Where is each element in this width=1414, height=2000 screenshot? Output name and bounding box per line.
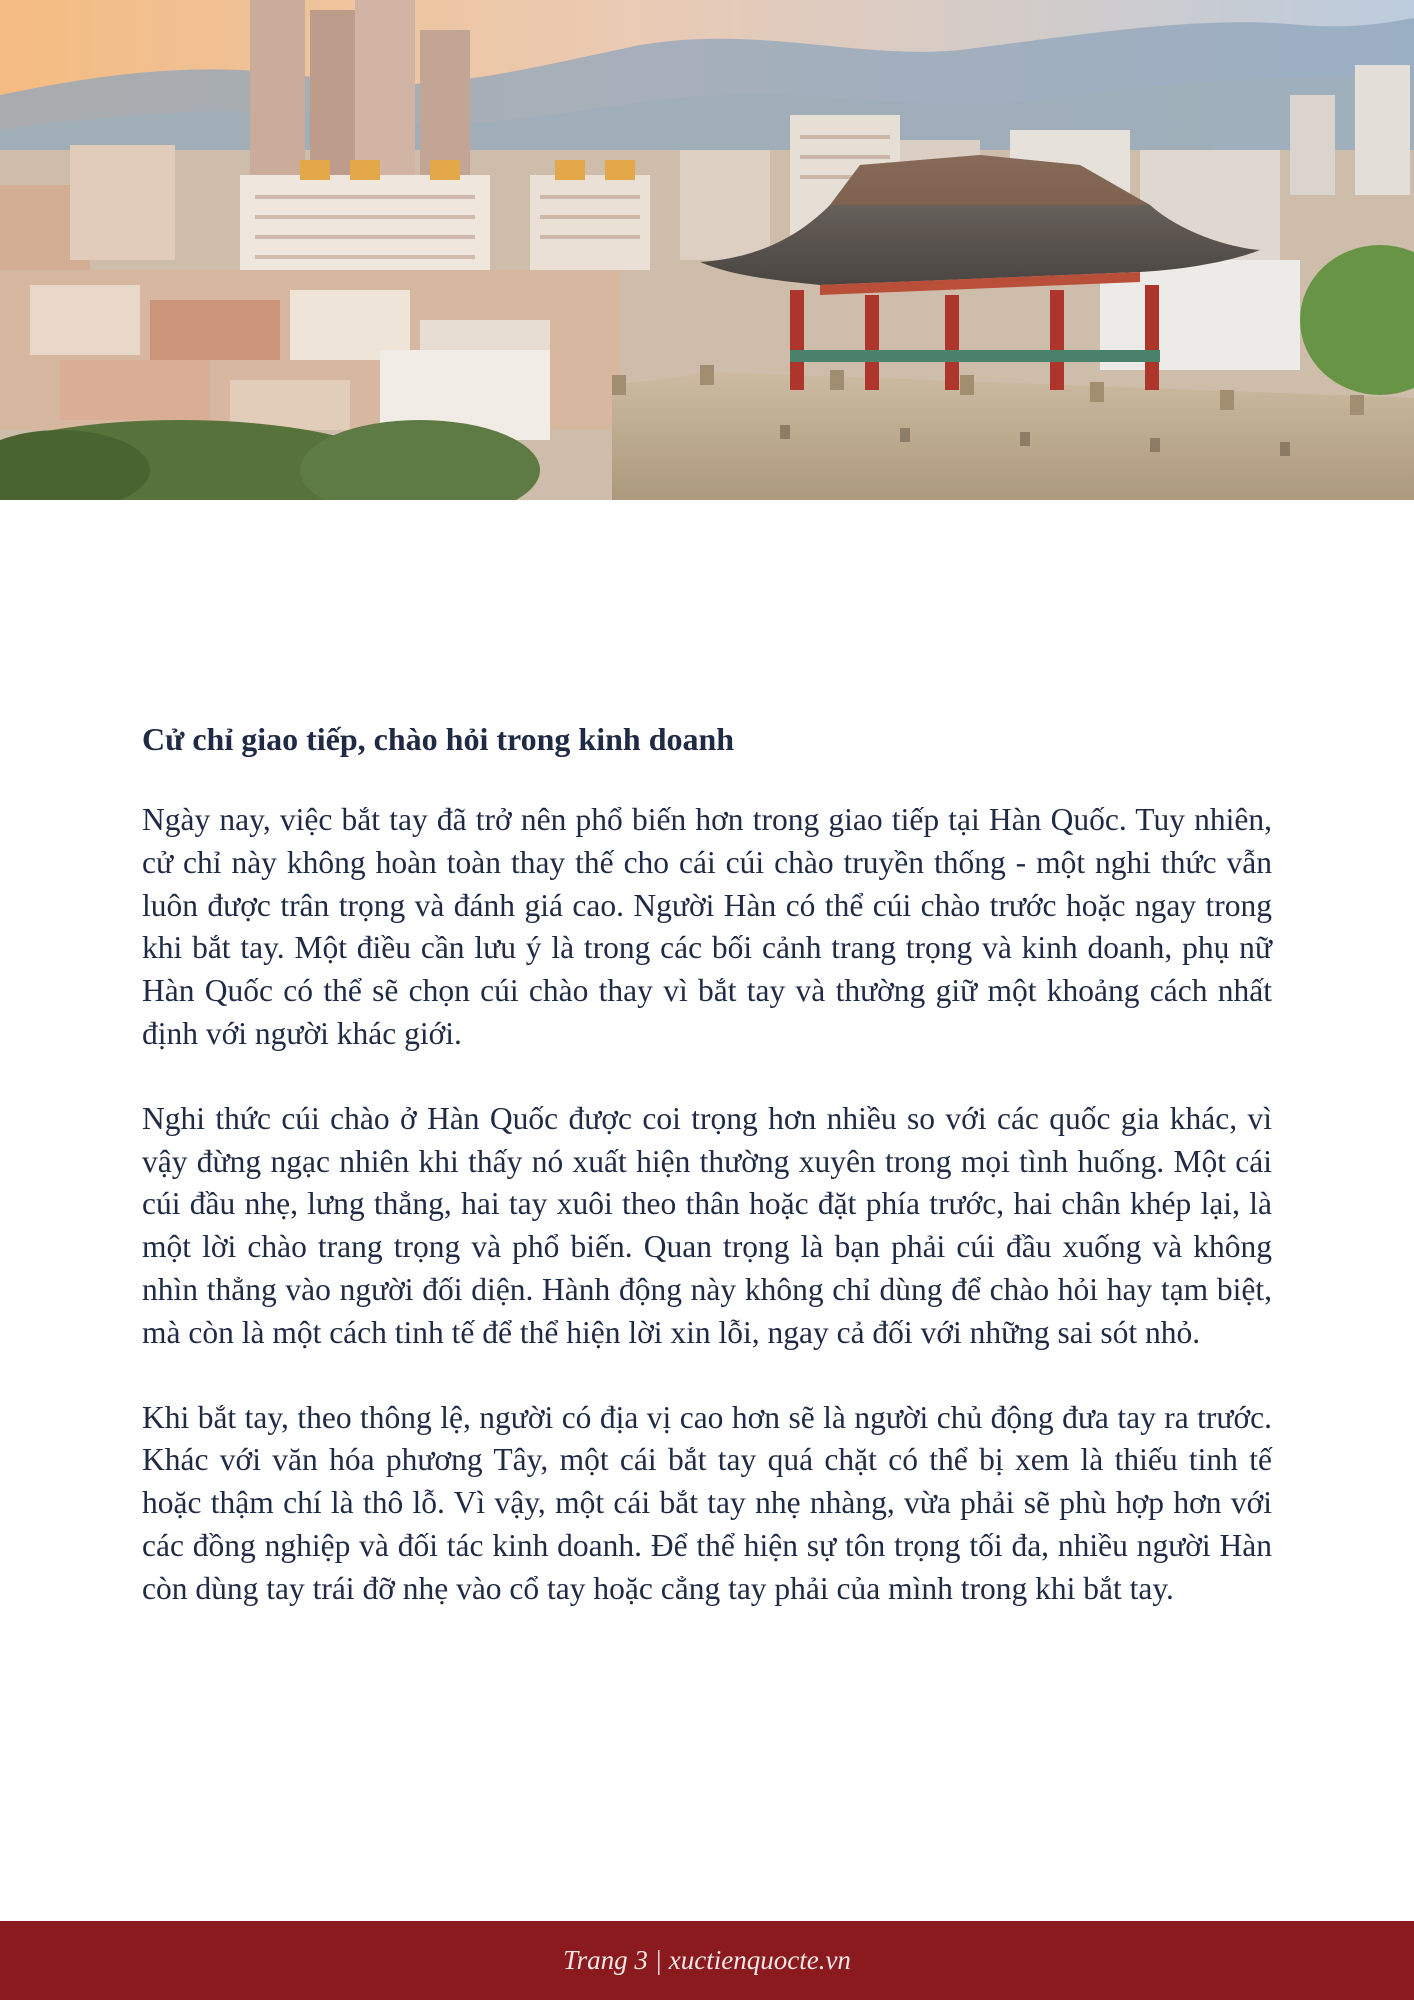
paragraph-2: Nghi thức cúi chào ở Hàn Quốc được coi trọng hơn nhiều so với các quốc gia khác, vì vậy đừng ngạc nhiên khi thấy nó xuất hiện thường xuyên trong mọi tình huống. Một cái cúi đầu nhẹ, lưng thẳng, hai tay xuôi theo thân hoặc đặt phía trước, hai chân khép lại, là một lời chào trang trọng và phổ biến. Quan trọng là bạn phải cúi đầu xuống và không nhìn thẳng vào người đối diện. Hành động này không chỉ dùng để chào hỏi hay tạm biệt, mà còn là một cách tinh tế để thể hiện lời xin lỗi, ngay cả đối với những sai sót nhỏ. — [142, 1100, 1272, 1350]
footer-page-label: Trang 3 | xuctienquocte.vn — [563, 1945, 851, 1975]
article-content — [142, 718, 1272, 1653]
section-heading: Cử chỉ giao tiếp, chào hỏi trong kinh doanh — [142, 721, 735, 757]
paragraph-1: Ngày nay, việc bắt tay đã trở nên phổ biến hơn trong giao tiếp tại Hàn Quốc. Tuy nhiên, cử chỉ này không hoàn toàn thay thế cho cái cúi chào truyền thống - một nghi thức vẫn luôn được trân trọng và đánh giá cao. Người Hàn có thể cúi chào trước hoặc ngay trong khi bắt tay. Một điều cần lưu ý là trong các bối cảnh trang trọng và kinh doanh, phụ nữ Hàn Quốc có thể sẽ chọn cúi chào thay vì bắt tay và thường giữ một khoảng cách nhất định với người khác giới. — [142, 802, 1272, 1051]
page-footer — [0, 1921, 1414, 2000]
hero-image — [0, 0, 1414, 500]
paragraph-3: Khi bắt tay, theo thông lệ, người có địa vị cao hơn sẽ là người chủ động đưa tay ra trước. Khác với văn hóa phương Tây, một cái bắt tay quá chặt có thể bị xem là thiếu tinh tế hoặc thậm chí là thô lỗ. Vì vậy, một cái bắt tay nhẹ nhàng, vừa phải sẽ phù hợp hơn với các đồng nghiệp và đối tác kinh doanh. Để thể hiện sự tôn trọng tối đa, nhiều người Hàn còn dùng tay trái đỡ nhẹ vào cổ tay hoặc cẳng tay phải của mình trong khi bắt tay. — [142, 1399, 1272, 1606]
